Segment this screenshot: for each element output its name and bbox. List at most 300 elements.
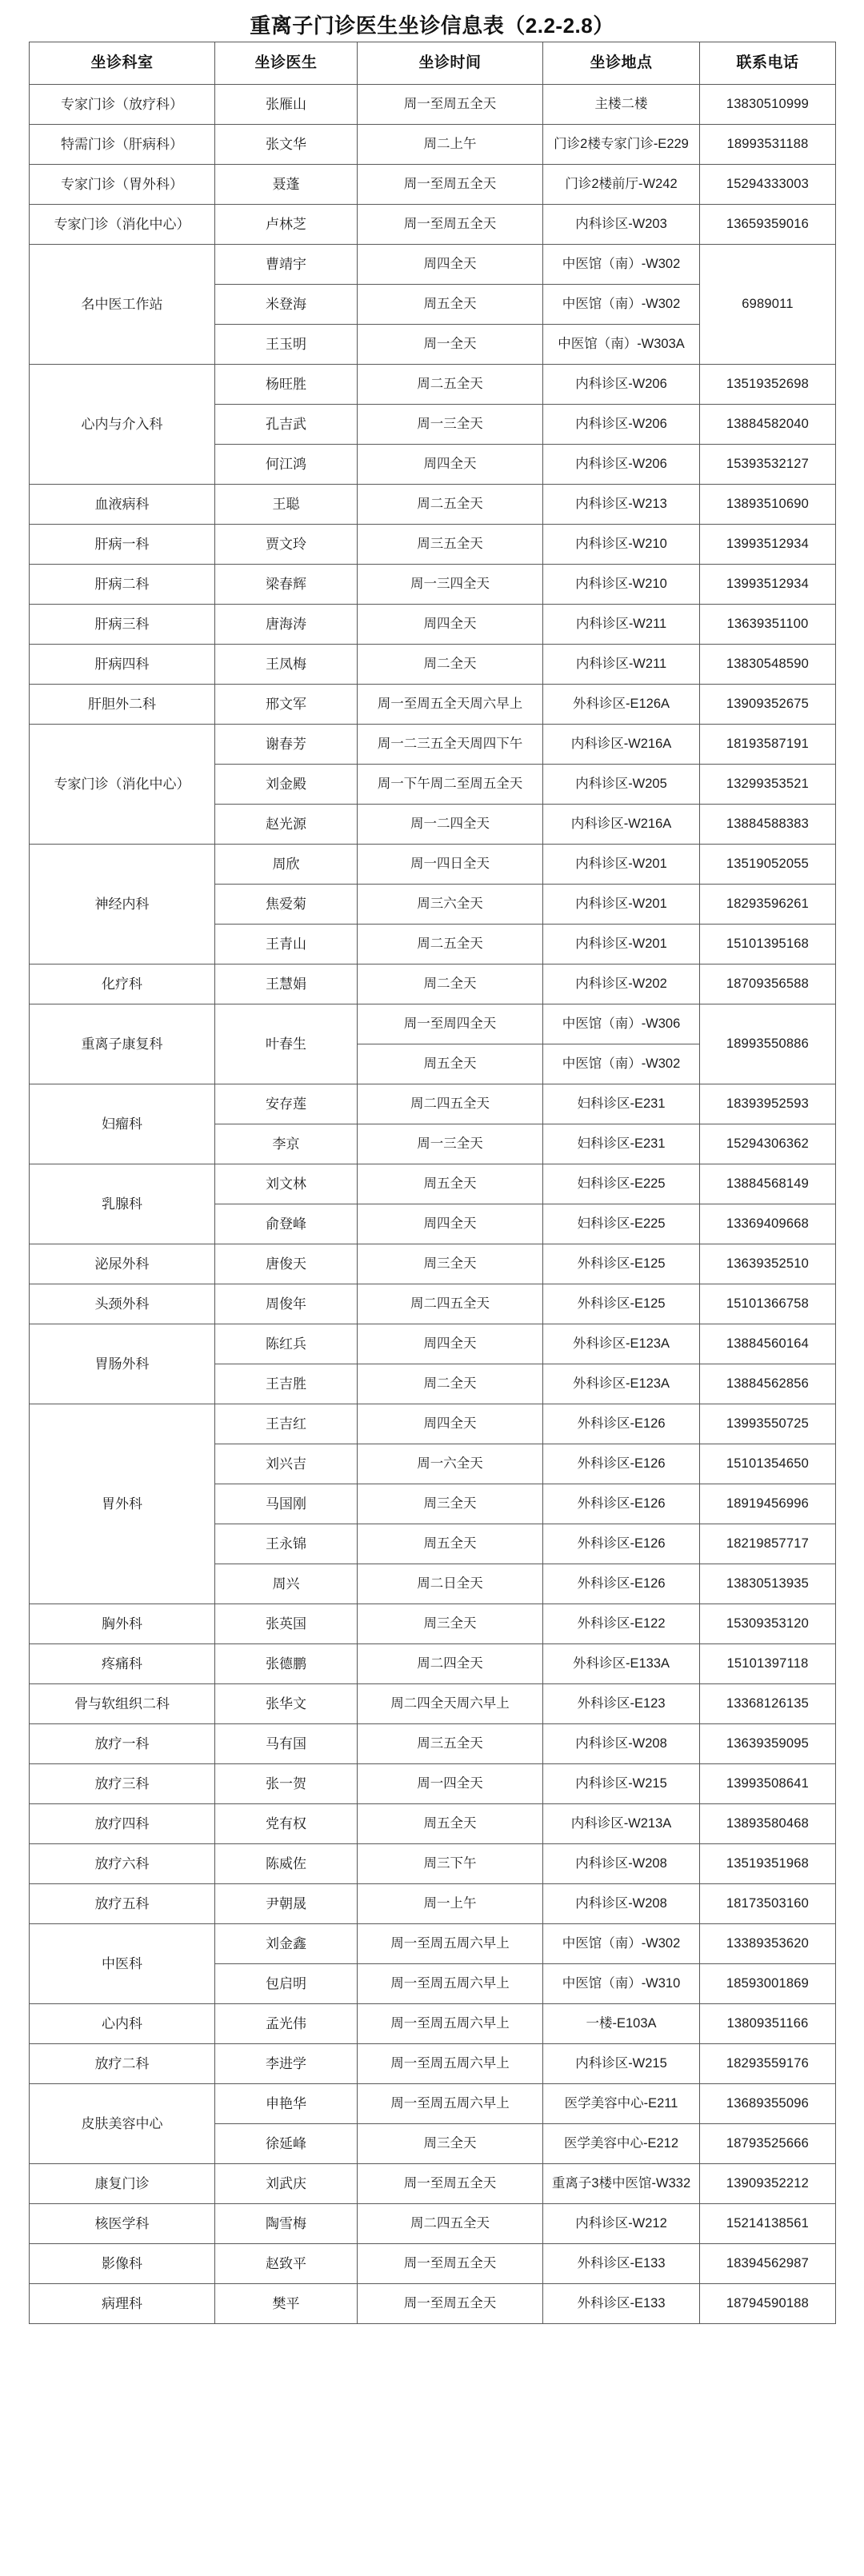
- cell-location: 妇科诊区-E231: [543, 1084, 700, 1124]
- cell-location: 内科诊区-W215: [543, 2044, 700, 2084]
- cell-department: 专家门诊（放疗科）: [30, 85, 215, 125]
- cell-location: 门诊2楼前厅-W242: [543, 165, 700, 205]
- cell-phone: 13299353521: [700, 765, 836, 805]
- cell-doctor: 李京: [215, 1124, 358, 1164]
- column-header-time: 坐诊时间: [358, 42, 543, 85]
- cell-doctor: 孔吉武: [215, 405, 358, 445]
- table-row: [30, 125, 836, 165]
- cell-location: 内科诊区-W215: [543, 1764, 700, 1804]
- cell-schedule-time: 周一至周五全天: [358, 165, 543, 205]
- cell-department: 皮肤美容中心: [30, 2084, 215, 2164]
- cell-department: 胸外科: [30, 1604, 215, 1644]
- cell-department: 肝病二科: [30, 565, 215, 605]
- cell-phone: 18919456996: [700, 1484, 836, 1524]
- cell-schedule-time: 周五全天: [358, 285, 543, 325]
- cell-location: 内科诊区-W216A: [543, 805, 700, 845]
- cell-doctor: 王青山: [215, 925, 358, 965]
- cell-location: 内科诊区-W205: [543, 765, 700, 805]
- cell-location: 外科诊区-E125: [543, 1244, 700, 1284]
- table-row: [30, 2084, 836, 2124]
- cell-doctor: 申艳华: [215, 2084, 358, 2124]
- cell-location: 主楼二楼: [543, 85, 700, 125]
- cell-schedule-time: 周五全天: [358, 1804, 543, 1844]
- cell-doctor: 马国刚: [215, 1484, 358, 1524]
- table-row: [30, 1724, 836, 1764]
- cell-schedule-time: 周三五全天: [358, 1724, 543, 1764]
- cell-schedule-time: 周三全天: [358, 1604, 543, 1644]
- table-row: [30, 965, 836, 1004]
- cell-doctor: 孟光伟: [215, 2004, 358, 2044]
- cell-doctor: 李进学: [215, 2044, 358, 2084]
- cell-phone: 13884560164: [700, 1324, 836, 1364]
- cell-schedule-time: 周一三全天: [358, 1124, 543, 1164]
- cell-department: 专家门诊（消化中心）: [30, 205, 215, 245]
- cell-location: 外科诊区-E122: [543, 1604, 700, 1644]
- table-header-row: [30, 42, 836, 85]
- table-row: [30, 1644, 836, 1684]
- cell-schedule-time: 周一下午周二至周五全天: [358, 765, 543, 805]
- cell-location: 内科诊区-W203: [543, 205, 700, 245]
- table-row: [30, 1164, 836, 1204]
- cell-schedule-time: 周四全天: [358, 1204, 543, 1244]
- cell-location: 内科诊区-W208: [543, 1844, 700, 1884]
- table-row: [30, 245, 836, 285]
- table-row: [30, 685, 836, 725]
- cell-phone: 15294306362: [700, 1124, 836, 1164]
- cell-doctor: 唐海涛: [215, 605, 358, 645]
- cell-location: 内科诊区-W216A: [543, 725, 700, 765]
- cell-phone: 13909352675: [700, 685, 836, 725]
- cell-phone: 15309353120: [700, 1604, 836, 1644]
- table-row: [30, 365, 836, 405]
- table-row: [30, 1924, 836, 1964]
- cell-schedule-time: 周三全天: [358, 1244, 543, 1284]
- cell-phone: 13809351166: [700, 2004, 836, 2044]
- cell-phone: 13993508641: [700, 1764, 836, 1804]
- table-row: [30, 1284, 836, 1324]
- table-row: [30, 1684, 836, 1724]
- cell-schedule-time: 周五全天: [358, 1164, 543, 1204]
- cell-location: 内科诊区-W201: [543, 885, 700, 925]
- cell-location: 内科诊区-W210: [543, 525, 700, 565]
- cell-schedule-time: 周二五全天: [358, 365, 543, 405]
- cell-department: 肝病四科: [30, 645, 215, 685]
- table-row: [30, 85, 836, 125]
- cell-phone: 18793525666: [700, 2124, 836, 2164]
- cell-doctor: 俞登峰: [215, 1204, 358, 1244]
- cell-location: 外科诊区-E123A: [543, 1324, 700, 1364]
- cell-doctor: 王吉胜: [215, 1364, 358, 1404]
- cell-location: 内科诊区-W202: [543, 965, 700, 1004]
- cell-schedule-time: 周一至周四全天: [358, 1004, 543, 1044]
- cell-schedule-time: 周一至周五周六早上: [358, 2004, 543, 2044]
- table-body: [30, 85, 836, 2324]
- cell-location: 中医馆（南）-W302: [543, 1044, 700, 1084]
- cell-schedule-time: 周一至周五周六早上: [358, 2044, 543, 2084]
- cell-phone: 13639351100: [700, 605, 836, 645]
- cell-schedule-time: 周一三全天: [358, 405, 543, 445]
- cell-department: 名中医工作站: [30, 245, 215, 365]
- table-row: [30, 1084, 836, 1124]
- cell-department: 肝病三科: [30, 605, 215, 645]
- cell-schedule-time: 周二四五全天: [358, 1084, 543, 1124]
- cell-location: 内科诊区-W211: [543, 605, 700, 645]
- cell-department: 专家门诊（消化中心）: [30, 725, 215, 845]
- cell-location: 门诊2楼专家门诊-E229: [543, 125, 700, 165]
- cell-phone: 13993550725: [700, 1404, 836, 1444]
- cell-department: 头颈外科: [30, 1284, 215, 1324]
- cell-doctor: 周兴: [215, 1564, 358, 1604]
- cell-doctor: 刘金殿: [215, 765, 358, 805]
- table-row: [30, 725, 836, 765]
- table-row: [30, 1804, 836, 1844]
- cell-department: 疼痛科: [30, 1644, 215, 1684]
- cell-phone: 15393532127: [700, 445, 836, 485]
- cell-location: 重离子3楼中医馆-W332: [543, 2164, 700, 2204]
- table-row: [30, 2204, 836, 2244]
- cell-doctor: 米登海: [215, 285, 358, 325]
- cell-department: 特需门诊（肝病科）: [30, 125, 215, 165]
- cell-doctor: 张雁山: [215, 85, 358, 125]
- cell-phone: 15101395168: [700, 925, 836, 965]
- cell-phone: 13389353620: [700, 1924, 836, 1964]
- cell-phone: 13884568149: [700, 1164, 836, 1204]
- table-row: [30, 485, 836, 525]
- cell-doctor: 周俊年: [215, 1284, 358, 1324]
- cell-schedule-time: 周三六全天: [358, 885, 543, 925]
- table-row: [30, 565, 836, 605]
- cell-department: 放疗五科: [30, 1884, 215, 1924]
- table-row: [30, 1324, 836, 1364]
- cell-schedule-time: 周一至周五周六早上: [358, 1964, 543, 2004]
- cell-phone: 13369409668: [700, 1204, 836, 1244]
- cell-location: 内科诊区-W206: [543, 365, 700, 405]
- cell-location: 内科诊区-W201: [543, 925, 700, 965]
- cell-phone: 6989011: [700, 245, 836, 365]
- table-row: [30, 1244, 836, 1284]
- cell-phone: 13993512934: [700, 525, 836, 565]
- cell-location: 外科诊区-E126: [543, 1524, 700, 1564]
- cell-schedule-time: 周一至周五全天周六早上: [358, 685, 543, 725]
- cell-location: 中医馆（南）-W303A: [543, 325, 700, 365]
- cell-phone: 13368126135: [700, 1684, 836, 1724]
- cell-schedule-time: 周二全天: [358, 645, 543, 685]
- cell-doctor: 王永锦: [215, 1524, 358, 1564]
- cell-phone: 18709356588: [700, 965, 836, 1004]
- cell-schedule-time: 周一至周五全天: [358, 2244, 543, 2284]
- table-row: [30, 1764, 836, 1804]
- cell-location: 外科诊区-E133A: [543, 1644, 700, 1684]
- cell-phone: 15101366758: [700, 1284, 836, 1324]
- cell-doctor: 周欣: [215, 845, 358, 885]
- cell-department: 乳腺科: [30, 1164, 215, 1244]
- cell-doctor: 邢文军: [215, 685, 358, 725]
- cell-schedule-time: 周一二四全天: [358, 805, 543, 845]
- cell-department: 神经内科: [30, 845, 215, 965]
- cell-schedule-time: 周一至周五全天: [358, 2164, 543, 2204]
- cell-phone: 13884588383: [700, 805, 836, 845]
- cell-doctor: 贾文玲: [215, 525, 358, 565]
- cell-department: 专家门诊（胃外科）: [30, 165, 215, 205]
- cell-phone: 13993512934: [700, 565, 836, 605]
- cell-schedule-time: 周二五全天: [358, 485, 543, 525]
- table-row: [30, 2164, 836, 2204]
- cell-location: 妇科诊区-E225: [543, 1204, 700, 1244]
- cell-phone: 13639359095: [700, 1724, 836, 1764]
- cell-department: 病理科: [30, 2284, 215, 2324]
- cell-location: 妇科诊区-E231: [543, 1124, 700, 1164]
- cell-doctor: 叶春生: [215, 1004, 358, 1084]
- table-row: [30, 845, 836, 885]
- cell-location: 医学美容中心-E211: [543, 2084, 700, 2124]
- cell-schedule-time: 周五全天: [358, 1044, 543, 1084]
- table-row: [30, 165, 836, 205]
- cell-doctor: 安存莲: [215, 1084, 358, 1124]
- cell-location: 中医馆（南）-W302: [543, 245, 700, 285]
- cell-schedule-time: 周四全天: [358, 1324, 543, 1364]
- cell-location: 妇科诊区-E225: [543, 1164, 700, 1204]
- cell-schedule-time: 周四全天: [358, 605, 543, 645]
- cell-department: 放疗三科: [30, 1764, 215, 1804]
- cell-schedule-time: 周二四五全天: [358, 1284, 543, 1324]
- cell-doctor: 陶雪梅: [215, 2204, 358, 2244]
- column-header-dept: 坐诊科室: [30, 42, 215, 85]
- table-container: [0, 42, 864, 2346]
- cell-doctor: 王吉红: [215, 1404, 358, 1444]
- cell-department: 肝病一科: [30, 525, 215, 565]
- cell-phone: 18193587191: [700, 725, 836, 765]
- cell-phone: 13639352510: [700, 1244, 836, 1284]
- cell-location: 内科诊区-W213A: [543, 1804, 700, 1844]
- cell-phone: 13884582040: [700, 405, 836, 445]
- cell-location: 中医馆（南）-W302: [543, 1924, 700, 1964]
- cell-location: 外科诊区-E126: [543, 1564, 700, 1604]
- cell-department: 放疗四科: [30, 1804, 215, 1844]
- cell-department: 重离子康复科: [30, 1004, 215, 1084]
- cell-location: 医学美容中心-E212: [543, 2124, 700, 2164]
- cell-doctor: 杨旺胜: [215, 365, 358, 405]
- cell-location: 外科诊区-E133: [543, 2244, 700, 2284]
- cell-location: 外科诊区-E133: [543, 2284, 700, 2324]
- table-row: [30, 2284, 836, 2324]
- table-row: [30, 1844, 836, 1884]
- cell-location: 外科诊区-E123: [543, 1684, 700, 1724]
- column-header-phone: 联系电话: [700, 42, 836, 85]
- cell-department: 康复门诊: [30, 2164, 215, 2204]
- cell-phone: 15214138561: [700, 2204, 836, 2244]
- cell-schedule-time: 周一二三五全天周四下午: [358, 725, 543, 765]
- cell-department: 影像科: [30, 2244, 215, 2284]
- cell-location: 内科诊区-W213: [543, 485, 700, 525]
- cell-location: 内科诊区-W208: [543, 1884, 700, 1924]
- cell-department: 中医科: [30, 1924, 215, 2004]
- cell-doctor: 梁春辉: [215, 565, 358, 605]
- cell-doctor: 刘金鑫: [215, 1924, 358, 1964]
- title-bar: [0, 0, 864, 42]
- cell-schedule-time: 周二上午: [358, 125, 543, 165]
- cell-schedule-time: 周一至周五周六早上: [358, 2084, 543, 2124]
- cell-location: 外科诊区-E123A: [543, 1364, 700, 1404]
- cell-schedule-time: 周二四全天: [358, 1644, 543, 1684]
- cell-schedule-time: 周三全天: [358, 1484, 543, 1524]
- table-row: [30, 1884, 836, 1924]
- cell-phone: 13893580468: [700, 1804, 836, 1844]
- cell-location: 中医馆（南）-W310: [543, 1964, 700, 2004]
- cell-doctor: 张文华: [215, 125, 358, 165]
- cell-doctor: 何江鸿: [215, 445, 358, 485]
- cell-doctor: 张德鹏: [215, 1644, 358, 1684]
- cell-phone: 13659359016: [700, 205, 836, 245]
- cell-schedule-time: 周一六全天: [358, 1444, 543, 1484]
- cell-doctor: 王慧娟: [215, 965, 358, 1004]
- cell-phone: 13830548590: [700, 645, 836, 685]
- cell-doctor: 马有国: [215, 1724, 358, 1764]
- cell-location: 内科诊区-W210: [543, 565, 700, 605]
- cell-schedule-time: 周四全天: [358, 445, 543, 485]
- cell-schedule-time: 周一至周五全天: [358, 85, 543, 125]
- cell-schedule-time: 周一三四全天: [358, 565, 543, 605]
- cell-doctor: 尹朝晟: [215, 1884, 358, 1924]
- cell-schedule-time: 周一至周五全天: [358, 2284, 543, 2324]
- cell-doctor: 张一贺: [215, 1764, 358, 1804]
- cell-department: 骨与软组织二科: [30, 1684, 215, 1724]
- cell-schedule-time: 周二四全天周六早上: [358, 1684, 543, 1724]
- cell-phone: 18393952593: [700, 1084, 836, 1124]
- cell-location: 一楼-E103A: [543, 2004, 700, 2044]
- table-header: [30, 42, 836, 85]
- cell-department: 泌尿外科: [30, 1244, 215, 1284]
- cell-doctor: 刘兴吉: [215, 1444, 358, 1484]
- cell-doctor: 曹靖宇: [215, 245, 358, 285]
- cell-doctor: 刘武庆: [215, 2164, 358, 2204]
- cell-schedule-time: 周二四五全天: [358, 2204, 543, 2244]
- cell-location: 内科诊区-W206: [543, 405, 700, 445]
- cell-phone: 13519352698: [700, 365, 836, 405]
- cell-doctor: 赵致平: [215, 2244, 358, 2284]
- cell-phone: 13884562856: [700, 1364, 836, 1404]
- table-row: [30, 205, 836, 245]
- cell-phone: 13830510999: [700, 85, 836, 125]
- cell-doctor: 赵光源: [215, 805, 358, 845]
- cell-doctor: 唐俊天: [215, 1244, 358, 1284]
- cell-department: 心内与介入科: [30, 365, 215, 485]
- table-row: [30, 1004, 836, 1044]
- cell-schedule-time: 周五全天: [358, 1524, 543, 1564]
- cell-phone: 15101354650: [700, 1444, 836, 1484]
- cell-schedule-time: 周四全天: [358, 1404, 543, 1444]
- cell-location: 外科诊区-E126: [543, 1444, 700, 1484]
- clinic-schedule-table: [29, 42, 836, 2324]
- table-row: [30, 645, 836, 685]
- cell-phone: 18794590188: [700, 2284, 836, 2324]
- cell-phone: 13519052055: [700, 845, 836, 885]
- table-row: [30, 2044, 836, 2084]
- cell-location: 外科诊区-E125: [543, 1284, 700, 1324]
- cell-doctor: 陈红兵: [215, 1324, 358, 1364]
- cell-doctor: 王聪: [215, 485, 358, 525]
- cell-department: 血液病科: [30, 485, 215, 525]
- cell-phone: 18593001869: [700, 1964, 836, 2004]
- cell-department: 核医学科: [30, 2204, 215, 2244]
- cell-schedule-time: 周一上午: [358, 1884, 543, 1924]
- table-row: [30, 2004, 836, 2044]
- cell-doctor: 樊平: [215, 2284, 358, 2324]
- cell-department: 放疗二科: [30, 2044, 215, 2084]
- cell-department: 胃外科: [30, 1404, 215, 1604]
- cell-location: 外科诊区-E126: [543, 1484, 700, 1524]
- cell-doctor: 焦爱菊: [215, 885, 358, 925]
- cell-department: 放疗一科: [30, 1724, 215, 1764]
- cell-location: 中医馆（南）-W302: [543, 285, 700, 325]
- column-header-doc: 坐诊医生: [215, 42, 358, 85]
- cell-phone: 18993531188: [700, 125, 836, 165]
- cell-schedule-time: 周一四日全天: [358, 845, 543, 885]
- cell-doctor: 徐延峰: [215, 2124, 358, 2164]
- page-title: 重离子门诊医生坐诊信息表（2.2-2.8）: [250, 13, 614, 38]
- cell-doctor: 包启明: [215, 1964, 358, 2004]
- cell-location: 内科诊区-W208: [543, 1724, 700, 1764]
- cell-phone: 18394562987: [700, 2244, 836, 2284]
- cell-phone: 18993550886: [700, 1004, 836, 1084]
- cell-phone: 13893510690: [700, 485, 836, 525]
- cell-doctor: 刘文林: [215, 1164, 358, 1204]
- cell-phone: 13519351968: [700, 1844, 836, 1884]
- table-row: [30, 1604, 836, 1644]
- cell-phone: 18219857717: [700, 1524, 836, 1564]
- cell-schedule-time: 周一至周五全天: [358, 205, 543, 245]
- cell-department: 心内科: [30, 2004, 215, 2044]
- cell-schedule-time: 周四全天: [358, 245, 543, 285]
- cell-phone: 13830513935: [700, 1564, 836, 1604]
- cell-schedule-time: 周一四全天: [358, 1764, 543, 1804]
- cell-department: 妇瘤科: [30, 1084, 215, 1164]
- cell-location: 内科诊区-W206: [543, 445, 700, 485]
- cell-doctor: 陈威佐: [215, 1844, 358, 1884]
- cell-phone: 13689355096: [700, 2084, 836, 2124]
- cell-phone: 15101397118: [700, 1644, 836, 1684]
- cell-doctor: 聂蓬: [215, 165, 358, 205]
- cell-schedule-time: 周一至周五周六早上: [358, 1924, 543, 1964]
- cell-phone: 18173503160: [700, 1884, 836, 1924]
- cell-phone: 15294333003: [700, 165, 836, 205]
- cell-phone: 18293596261: [700, 885, 836, 925]
- cell-department: 放疗六科: [30, 1844, 215, 1884]
- cell-schedule-time: 周一全天: [358, 325, 543, 365]
- table-row: [30, 525, 836, 565]
- cell-location: 外科诊区-E126A: [543, 685, 700, 725]
- cell-doctor: 王玉明: [215, 325, 358, 365]
- cell-phone: 18293559176: [700, 2044, 836, 2084]
- cell-doctor: 谢春芳: [215, 725, 358, 765]
- cell-location: 内科诊区-W212: [543, 2204, 700, 2244]
- cell-department: 胃肠外科: [30, 1324, 215, 1404]
- cell-schedule-time: 周二日全天: [358, 1564, 543, 1604]
- cell-schedule-time: 周三全天: [358, 2124, 543, 2164]
- cell-schedule-time: 周二五全天: [358, 925, 543, 965]
- cell-location: 内科诊区-W211: [543, 645, 700, 685]
- cell-location: 中医馆（南）-W306: [543, 1004, 700, 1044]
- cell-doctor: 卢林芝: [215, 205, 358, 245]
- cell-schedule-time: 周二全天: [358, 1364, 543, 1404]
- table-row: [30, 1404, 836, 1444]
- cell-location: 内科诊区-W201: [543, 845, 700, 885]
- table-row: [30, 605, 836, 645]
- cell-schedule-time: 周三五全天: [358, 525, 543, 565]
- column-header-place: 坐诊地点: [543, 42, 700, 85]
- cell-department: 化疗科: [30, 965, 215, 1004]
- cell-department: 肝胆外二科: [30, 685, 215, 725]
- cell-location: 外科诊区-E126: [543, 1404, 700, 1444]
